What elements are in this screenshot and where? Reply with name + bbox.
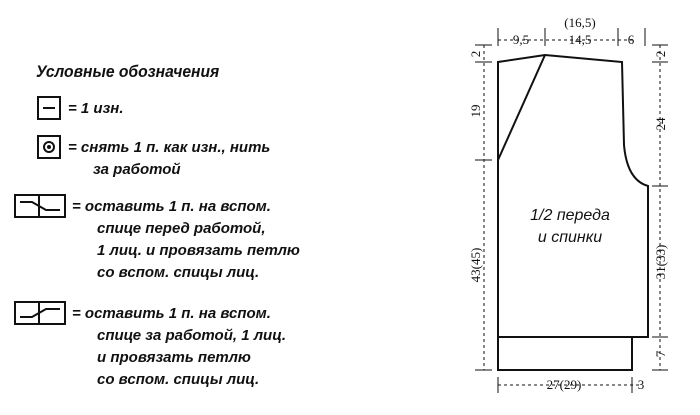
dim-top-right: 6 [627, 32, 635, 47]
dim-top-middle-alt: (16,5) [564, 15, 596, 30]
legend-item-3-line-2: спице перед работой, [97, 220, 266, 237]
dim-right-bottom: 7 [653, 350, 668, 358]
hem-outline [498, 337, 632, 370]
dim-right-upper: 24 [653, 117, 668, 131]
legend-item-4-line-1: = оставить 1 п. на вспом. [72, 305, 271, 322]
dim-right-middle: 31(33) [653, 244, 668, 280]
legend-title: Условные обозначения [36, 62, 220, 81]
legend-item-4-line-2: спице за работой, 1 лиц. [97, 327, 287, 344]
center-label-line-2: и спинки [537, 229, 603, 246]
dim-right-top-small: 2 [653, 50, 668, 58]
dim-left-lower: 43(45) [468, 247, 483, 283]
legend-item-4-line-3: и провязать петлю [97, 349, 251, 366]
center-label-line-1: 1/2 переда [530, 207, 610, 224]
legend-item-3-line-4: со вспом. спицы лиц. [97, 264, 260, 281]
legend-item-3-line-1: = оставить 1 п. на вспом. [72, 198, 271, 215]
dim-left-top-small: 2 [468, 50, 483, 58]
dim-bottom-width: 27(29) [546, 377, 582, 392]
dim-bottom-right: 3 [637, 377, 645, 392]
dim-top-middle: 14,5 [568, 32, 592, 47]
legend-item-4-line-4: со вспом. спицы лиц. [97, 371, 260, 388]
armhole-line [498, 55, 545, 160]
legend-item-2-line-2: за работой [93, 161, 181, 178]
legend-item-2-line-1: = снять 1 п. как изн., нить [68, 139, 271, 156]
legend-item-3-line-3: 1 лиц. и провязать петлю [97, 242, 300, 259]
legend-item-1-line-1: = 1 изн. [68, 100, 124, 117]
garment-outline [498, 55, 648, 337]
dim-left-upper: 19 [468, 104, 483, 118]
dim-top-left: 9,5 [512, 32, 530, 47]
